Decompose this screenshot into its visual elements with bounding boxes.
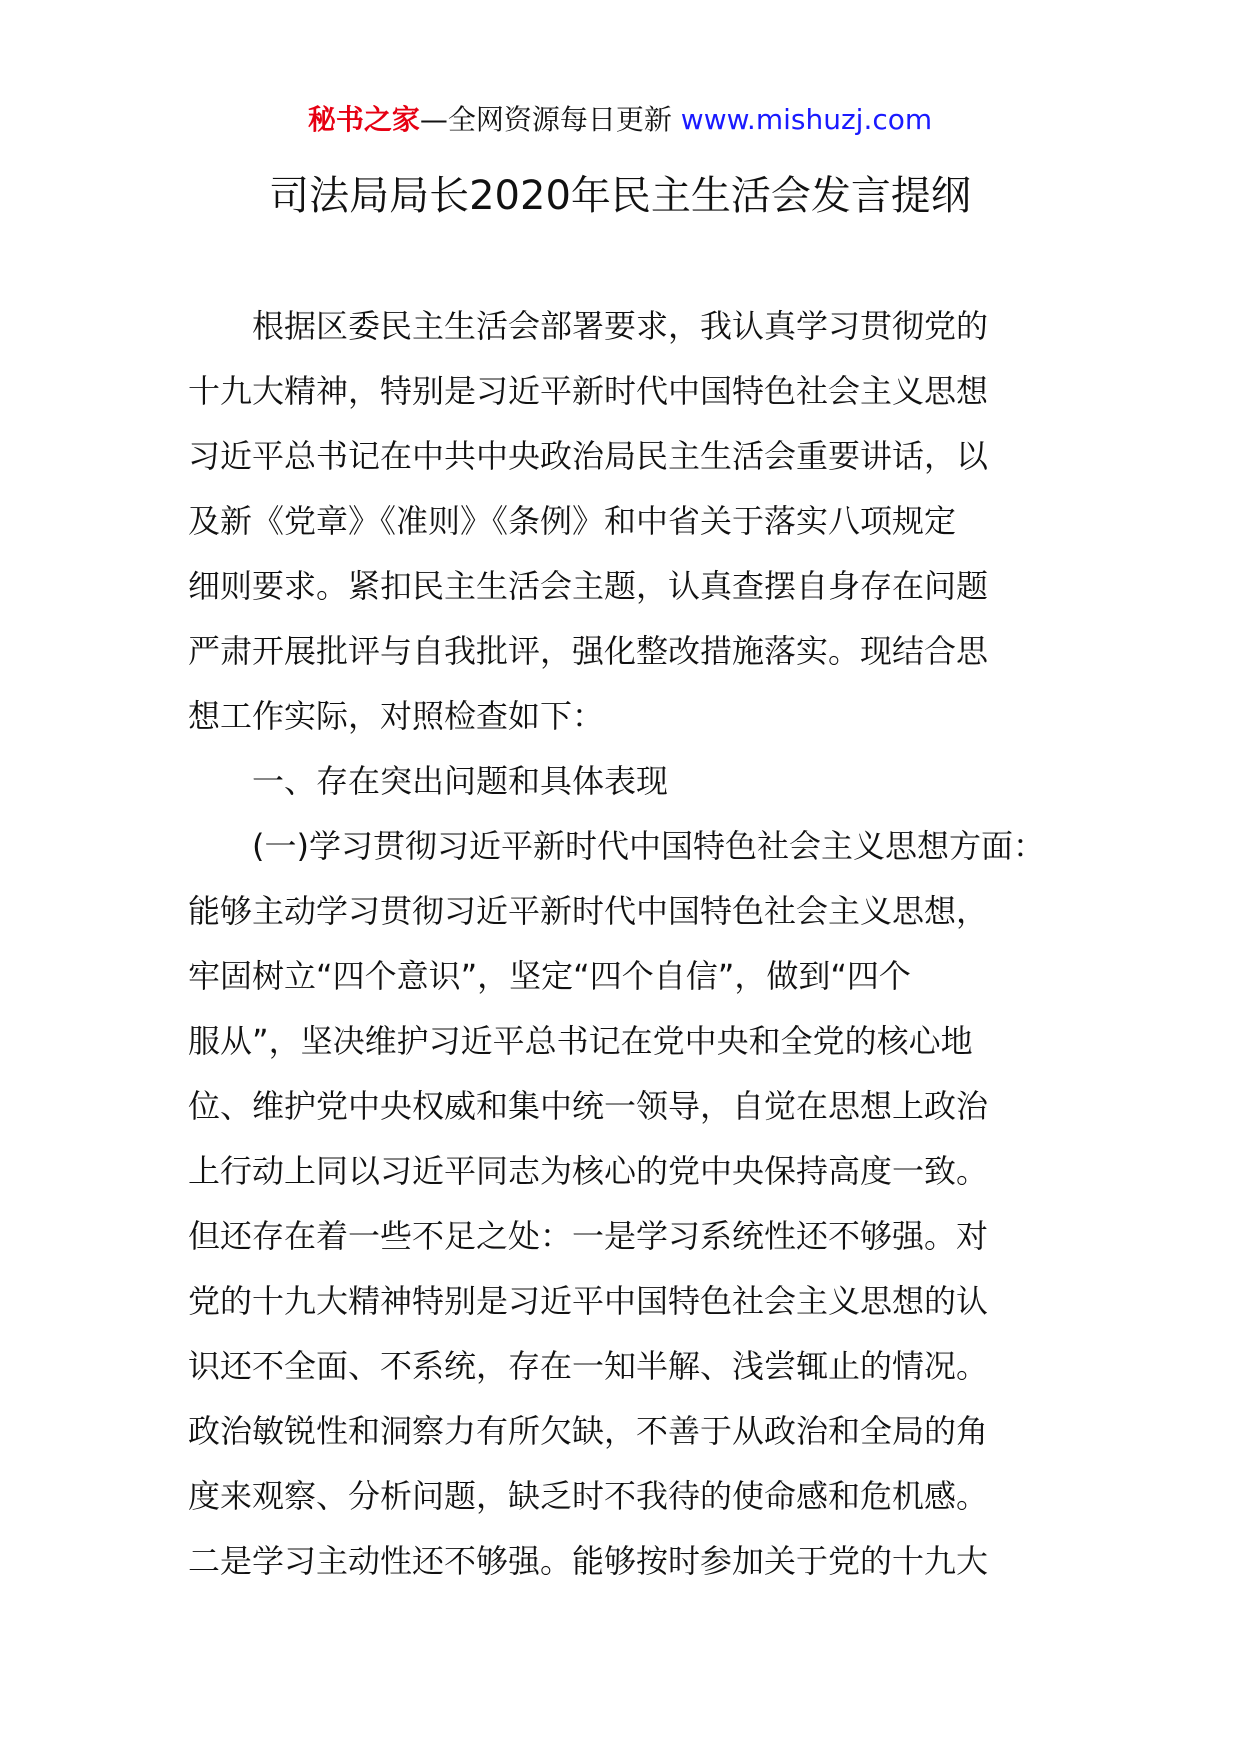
body-line: 位、维护党中央权威和集中统一领导，自觉在思想上政治 [188,1087,989,1125]
subsection-heading: (一)学习贯彻习近平新时代中国特色社会主义思想方面： [188,827,1045,865]
body-line: 识还不全面、不系统，存在一知半解、浅尝辄止的情况。 [188,1347,989,1385]
body-line: 政治敏锐性和洞察力有所欠缺，不善于从政治和全局的角 [188,1412,989,1450]
body-line: 及新《党章》《准则》《条例》和中省关于落实八项规定 [188,502,957,540]
document-title: 司法局局长2020年民主生活会发言提纲 [269,173,971,219]
body-line: 党的十九大精神特别是习近平中国特色社会主义思想的认 [188,1282,989,1320]
section-heading: 一、存在突出问题和具体表现 [188,762,669,800]
body-line: 度来观察、分析问题，缺乏时不我待的使命感和危机感。 [188,1477,989,1515]
site-url-link[interactable]: www.mishuzj.com [680,103,933,136]
body-line: 但还存在着一些不足之处：一是学习系统性还不够强。对 [188,1217,989,1255]
document-body [188,294,1108,1594]
site-slogan: —全网资源每日更新 [419,103,672,136]
body-line: 服从”，坚决维护习近平总书记在党中央和全党的核心地 [188,1022,973,1060]
site-header [0,100,1240,140]
body-line: 二是学习主动性还不够强。能够按时参加关于党的十九大 [188,1542,989,1580]
body-line: 牢固树立“四个意识”，坚定“四个自信”，做到“四个 [188,957,911,995]
body-line: 严肃开展批评与自我批评，强化整改措施落实。现结合思 [188,632,989,670]
body-line: 能够主动学习贯彻习近平新时代中国特色社会主义思想， [188,892,989,930]
body-line: 十九大精神，特别是习近平新时代中国特色社会主义思想 [188,372,989,410]
body-line: 习近平总书记在中共中央政治局民主生活会重要讲话，以 [188,437,989,475]
site-brand: 秘书之家 [307,103,420,136]
body-line: 细则要求。紧扣民主生活会主题，认真查摆自身存在问题 [188,567,989,605]
body-line: 根据区委民主生活会部署要求，我认真学习贯彻党的 [188,307,989,345]
body-line: 上行动上同以习近平同志为核心的党中央保持高度一致。 [188,1152,989,1190]
body-line: 想工作实际，对照检查如下： [188,697,605,735]
